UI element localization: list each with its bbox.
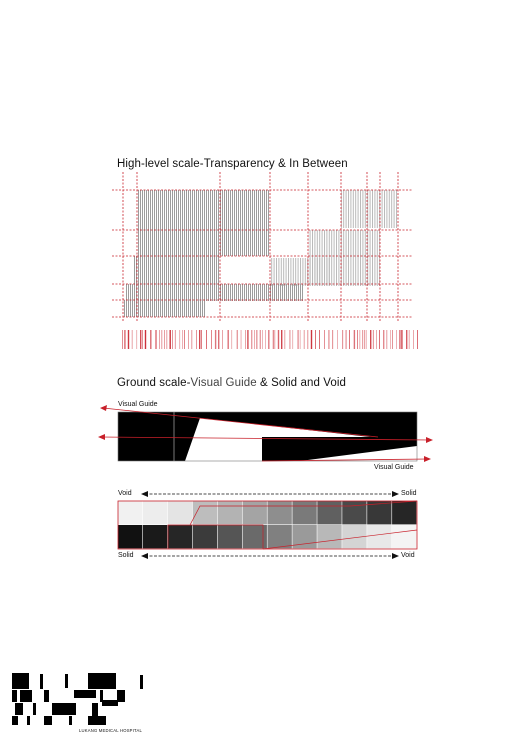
visual-guide-label-bottom: Visual Guide bbox=[374, 464, 414, 471]
solid-label-top: Solid bbox=[401, 490, 417, 497]
void-label-top: Void bbox=[118, 490, 132, 497]
void-label-bottom: Void bbox=[401, 552, 415, 559]
logo-caption: LUKANG MEDICAL HOSPITAL bbox=[79, 728, 143, 733]
visual-guide-label-top: Visual Guide bbox=[118, 401, 158, 408]
section2-title-main: Ground scale- bbox=[117, 377, 191, 389]
solid-label-bottom: Solid bbox=[118, 552, 134, 559]
section1-title: High-level scale-Transparency & In Between bbox=[117, 158, 348, 170]
section2-title-accent: Visual Guide bbox=[190, 377, 257, 389]
section2-title-rest: & Solid and Void bbox=[256, 377, 347, 389]
